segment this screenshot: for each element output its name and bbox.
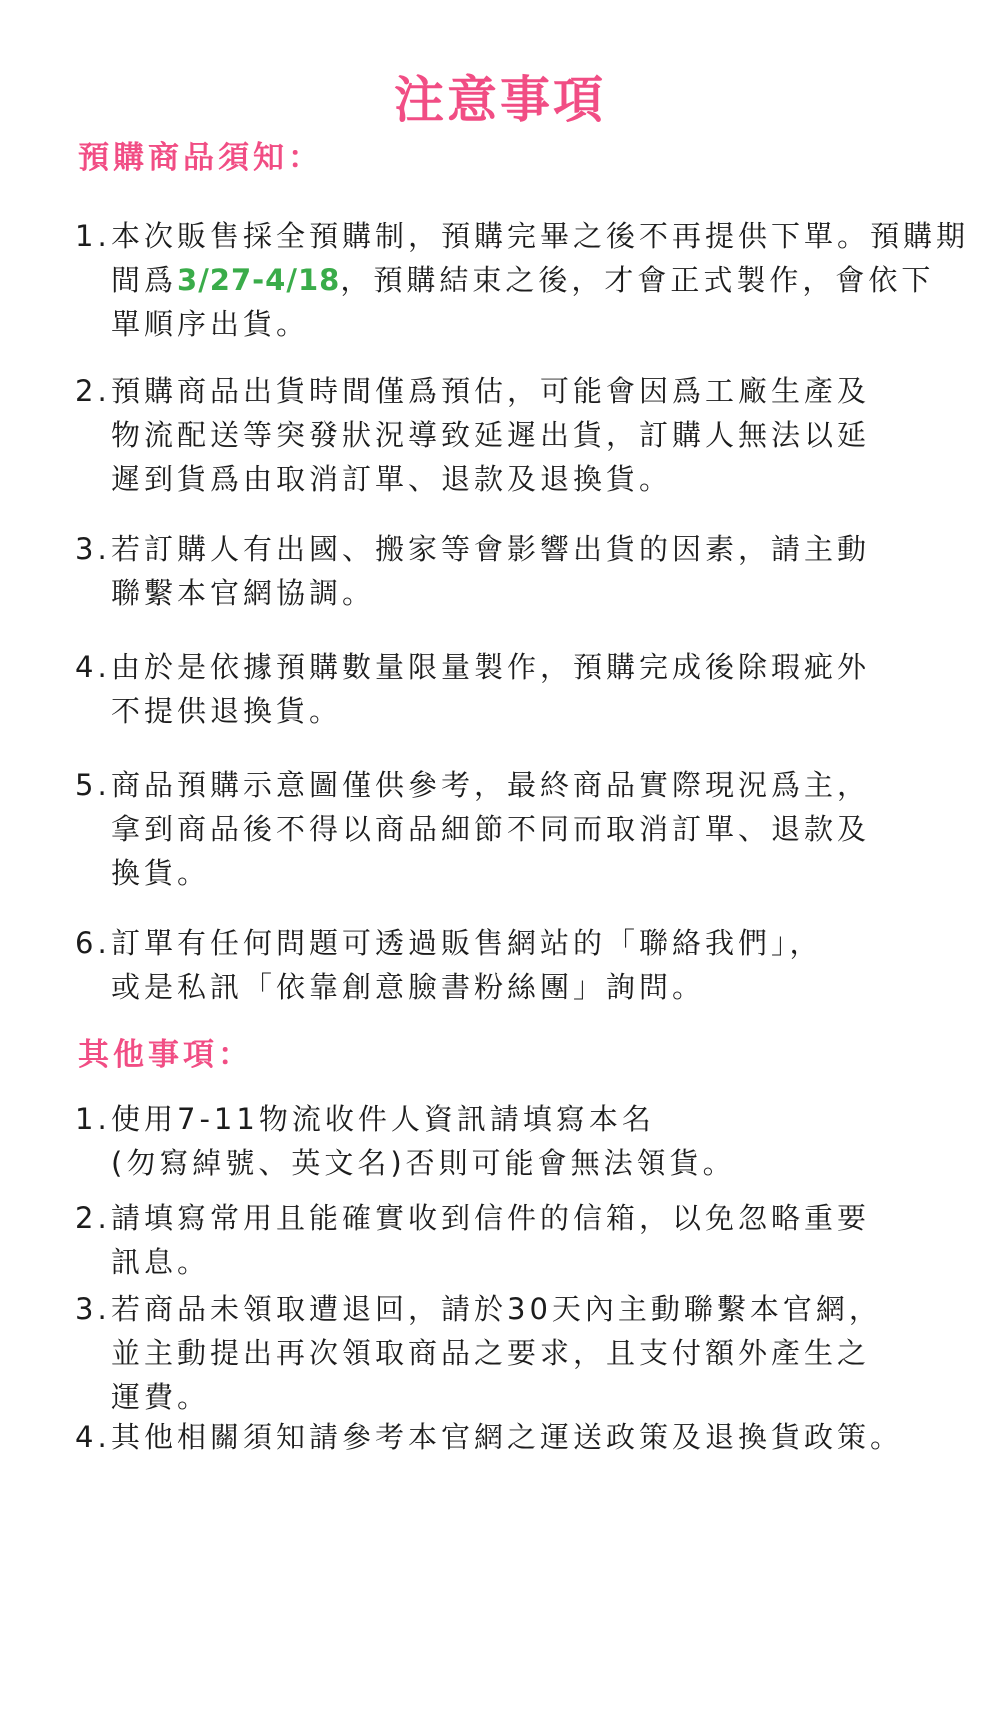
preorder-item-3: [75, 527, 945, 615]
item-text: 運費。: [111, 1380, 211, 1414]
preorder-period-date: 3/27-4/18: [177, 263, 341, 297]
preorder-item-4: [75, 645, 945, 733]
preorder-heading: 預購商品須知：: [78, 140, 323, 176]
item-number: 3.: [75, 1292, 111, 1326]
item-number: 1.: [75, 1102, 111, 1136]
item-number: 6.: [75, 926, 111, 960]
preorder-item-1: [75, 214, 970, 346]
preorder-item-5: [75, 763, 945, 895]
item-text: 本次販售採全預購制，預購完畢之後不再提供下單。預購期: [111, 219, 970, 253]
item-text: 或是私訊「依靠創意臉書粉絲團」詢問。: [111, 970, 706, 1004]
item-text: 若訂購人有出國、搬家等會影響出貨的因素，請主動: [111, 532, 871, 566]
item-text: 預購商品出貨時間僅爲預估，可能會因爲工廠生產及: [111, 374, 871, 408]
item-number: 4.: [75, 650, 111, 684]
other-item-2: [75, 1196, 945, 1284]
item-number: 3.: [75, 532, 111, 566]
preorder-item-2: [75, 369, 945, 501]
item-text: 訊息。: [111, 1245, 211, 1279]
item-text: 換貨。: [111, 856, 211, 890]
item-text: 並主動提出再次領取商品之要求，且支付額外產生之: [111, 1336, 871, 1370]
item-text: 間爲: [111, 263, 178, 297]
item-text: 聯繫本官網協調。: [111, 576, 376, 610]
item-text: 若商品未領取遭退回，請於30天內主動聯繫本官網，: [111, 1292, 882, 1326]
item-text: 單順序出貨。: [111, 307, 310, 341]
item-text: 請填寫常用且能確實收到信件的信箱，以免忽略重要: [111, 1201, 871, 1235]
item-text: 訂單有任何問題可透過販售網站的「聯絡我們」，: [111, 926, 823, 960]
item-text: 使用7-11物流收件人資訊請填寫本名: [111, 1102, 655, 1136]
item-text: ，預購結束之後，才會正式製作，會依下: [340, 263, 935, 297]
item-text: 不提供退換貨。: [111, 694, 343, 728]
item-text: 其他相關須知請參考本官網之運送政策及退換貨政策。: [111, 1420, 904, 1454]
item-number: 5.: [75, 768, 111, 802]
item-text: 商品預購示意圖僅供參考，最終商品實際現況爲主，: [111, 768, 871, 802]
other-heading: 其他事項：: [78, 1037, 253, 1073]
item-text: 物流配送等突發狀況導致延遲出貨，訂購人無法以延: [111, 418, 871, 452]
item-text: 遲到貨爲由取消訂單、退款及退換貨。: [111, 462, 673, 496]
item-text: 拿到商品後不得以商品細節不同而取消訂單、退款及: [111, 812, 871, 846]
item-text: (勿寫綽號、英文名)否則可能會無法領貨。: [111, 1146, 736, 1180]
other-item-4: [75, 1415, 945, 1459]
item-number: 2.: [75, 1201, 111, 1235]
item-number: 2.: [75, 374, 111, 408]
item-text: 由於是依據預購數量限量製作，預購完成後除瑕疵外: [111, 650, 871, 684]
page-title: 注意事項: [394, 71, 606, 129]
item-number: 4.: [75, 1420, 111, 1454]
other-item-3: [75, 1287, 945, 1419]
preorder-item-6: [75, 921, 945, 1009]
other-item-1: [75, 1097, 945, 1185]
item-number: 1.: [75, 219, 111, 253]
